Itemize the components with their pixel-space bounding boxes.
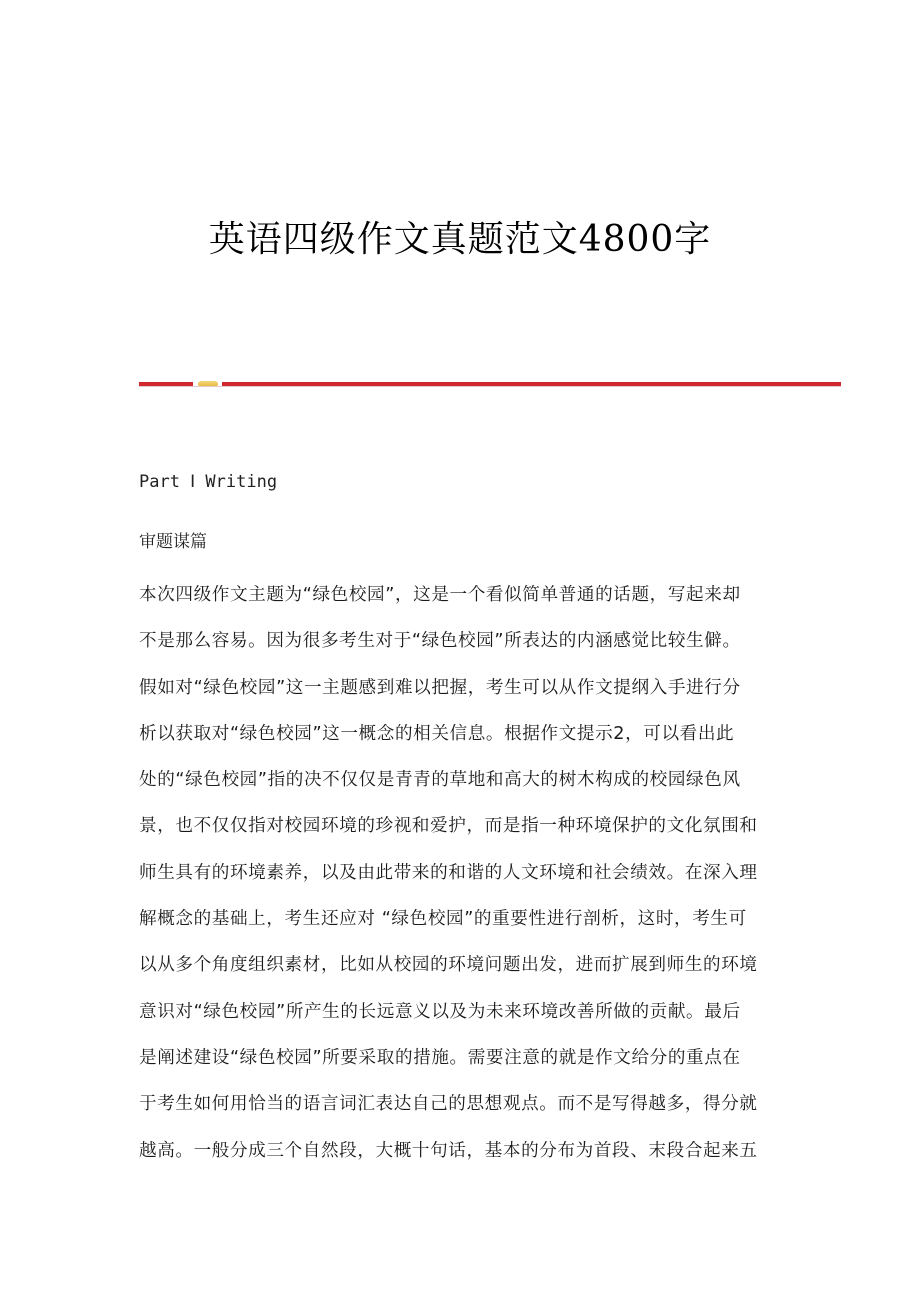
text-line: 本次四级作文主题为“绿色校园”，这是一个看似简单普通的话题，写起来却 [139,585,741,605]
divider-shadow [139,386,841,387]
text-line: 意识对“绿色校园”所产生的长远意义以及为未来环境改善所做的贡献。最后 [139,1001,741,1022]
text-line: 师生具有的环境素养，以及由此带来的和谐的人文环境和社会绩效。在深入理 [139,862,758,883]
text-line: 以从多个角度组织素材，比如从校园的环境问题出发，进而扩展到师生的环境 [139,955,758,976]
text-line: 析以获取对“绿色校园”这一概念的相关信息。根据作文提示2，可以看出此 [139,723,735,744]
document-title: 英语四级作文真题范文4800字 [208,219,712,260]
text-line: 于考生如何用恰当的语言词汇表达自己的思想观点。而不是写得越多，得分就 [139,1094,758,1115]
text-line: 解概念的基础上，考生还应对 “绿色校园”的重要性进行剖析，这时，考生可 [139,909,747,930]
text-line: 处的“绿色校园”指的决不仅仅是青青的草地和高大的树木构成的校园绿色风 [139,770,741,791]
text-line: 是阐述建设“绿色校园”所要采取的措施。需要注意的就是作文给分的重点在 [139,1047,741,1068]
text-line: 假如对“绿色校园”这一主题感到难以把握，考生可以从作文提纲入手进行分 [139,677,741,698]
part-heading: Part Ⅰ Writing [139,472,278,492]
body-paragraph [139,580,784,1182]
text-line: 不是那么容易。因为很多考生对于“绿色校园”所表达的内涵感觉比较生僻。 [139,631,741,652]
text-line: 景，也不仅仅指对校园环境的珍视和爱护，而是指一种环境保护的文化氛围和 [139,816,758,837]
decorative-divider [139,381,841,389]
section-subheading: 审题谋篇 [139,532,207,552]
text-line: 越高。一般分成三个自然段，大概十句话，基本的分布为首段、末段合起来五 [139,1140,758,1161]
